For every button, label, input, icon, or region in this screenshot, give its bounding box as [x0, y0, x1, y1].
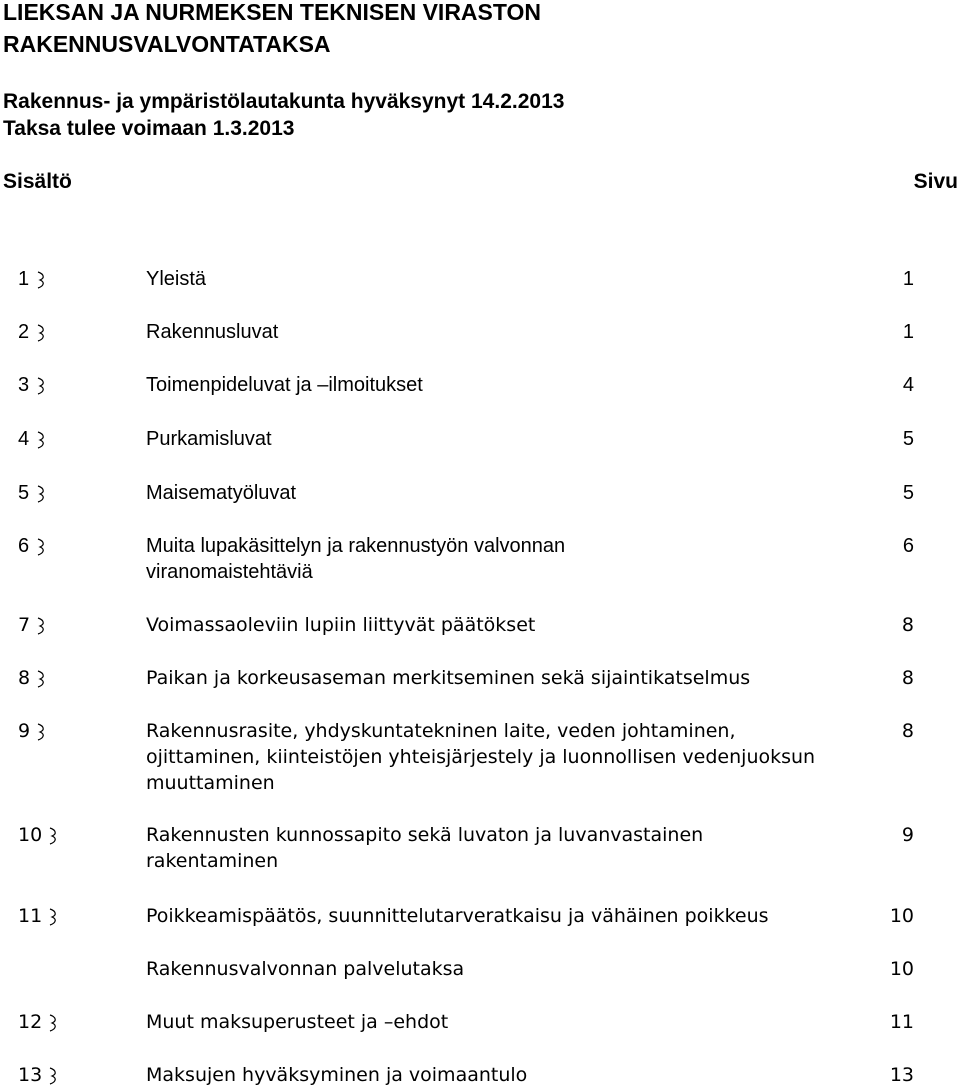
toc-entry-title: Rakennusvalvonnan palvelutaksa — [146, 958, 465, 980]
tariff-title: RAKENNUSVALVONTATAKSA — [3, 31, 331, 57]
approval-note: Rakennus- ja ympäristölautakunta hyväksynyt 14.2.2013 — [3, 90, 565, 113]
toc-entry-number: 13 — [18, 1064, 43, 1086]
tab-leader-icon — [36, 722, 52, 742]
toc-entry-title: Voimassaoleviin lupiin liittyvät päätökset — [146, 614, 536, 636]
toc-entry-title: Paikan ja korkeusaseman merkitseminen sekä sijaintikatselmus — [146, 667, 751, 689]
toc-entry-title: Rakennusluvat — [146, 321, 279, 343]
toc-entry-title: Yleistä — [146, 268, 207, 290]
toc-entry-number: 2 — [18, 321, 30, 343]
toc-entry-title: Maisematyöluvat — [146, 482, 297, 504]
tab-leader-icon — [36, 537, 52, 557]
toc-entry-page: 5 — [902, 482, 914, 504]
toc-entry-page: 13 — [889, 1064, 914, 1086]
contents-heading: Sisältö — [3, 170, 72, 193]
toc-entry-title: Muut maksuperusteet ja –ehdot — [146, 1011, 449, 1033]
page-column-heading: Sivu — [913, 170, 958, 193]
toc-entry-number: 10 — [18, 824, 43, 846]
toc-entry-number: 7 — [18, 614, 31, 636]
toc-entry-title: Muita lupakäsittelyn ja rakennustyön valvonnan viranomaistehtäviä — [146, 535, 566, 583]
toc-entry-page: 8 — [901, 667, 914, 689]
tab-leader-icon — [48, 826, 64, 846]
tab-leader-icon — [36, 376, 52, 396]
toc-entry-number: 11 — [18, 905, 43, 927]
toc-entry-title: Maksujen hyväksyminen ja voimaantulo — [146, 1064, 528, 1086]
toc-entry-number: 4 — [18, 428, 30, 450]
toc-entry-title: Toimenpideluvat ja –ilmoitukset — [146, 374, 423, 396]
toc-entry-number: 9 — [18, 720, 31, 742]
toc-entry-page: 8 — [901, 614, 914, 636]
agency-title: LIEKSAN JA NURMEKSEN TEKNISEN VIRASTON — [3, 0, 542, 25]
tab-leader-icon — [48, 1013, 64, 1033]
toc-entry-page: 1 — [902, 321, 914, 343]
tab-leader-icon — [48, 907, 64, 927]
toc-entry-title: Poikkeamispäätös, suunnittelutarveratkaisu ja vähäinen poikkeus — [146, 905, 769, 927]
toc-entry-title: Rakennusten kunnossapito sekä luvaton ja luvanvastainen rakentaminen — [146, 824, 704, 872]
toc-entry-page: 9 — [901, 824, 914, 846]
toc-entry-page: 1 — [902, 268, 914, 290]
toc-entry-page: 5 — [902, 428, 914, 450]
toc-entry-page: 11 — [889, 1011, 914, 1033]
toc-entry-number: 12 — [18, 1011, 43, 1033]
tab-leader-icon — [36, 323, 52, 343]
toc-entry-number: 8 — [18, 667, 31, 689]
tab-leader-icon — [36, 669, 52, 689]
toc-entry-number: 3 — [18, 374, 30, 396]
tab-leader-icon — [36, 270, 52, 290]
toc-entry-page: 4 — [902, 374, 914, 396]
toc-entry-page: 6 — [902, 535, 914, 557]
toc-entry-page: 8 — [901, 720, 914, 742]
effective-date-note: Taksa tulee voimaan 1.3.2013 — [3, 117, 295, 140]
tab-leader-icon — [36, 616, 52, 636]
toc-entry-title: Purkamisluvat — [146, 428, 272, 450]
tab-leader-icon — [36, 430, 52, 450]
toc-entry-page: 10 — [889, 905, 914, 927]
toc-entry-page: 10 — [889, 958, 914, 980]
tab-leader-icon — [48, 1066, 64, 1086]
toc-entry-number: 5 — [18, 482, 30, 504]
tab-leader-icon — [36, 484, 52, 504]
toc-entry-number: 1 — [18, 268, 30, 290]
toc-entry-number: 6 — [18, 535, 30, 557]
toc-entry-title: Rakennusrasite, yhdyskuntatekninen laite, veden johtaminen, ojittaminen, kiinteistöjen yhteisjärjestely ja luonnollisen vedenjuoksun muuttaminen — [146, 720, 816, 794]
